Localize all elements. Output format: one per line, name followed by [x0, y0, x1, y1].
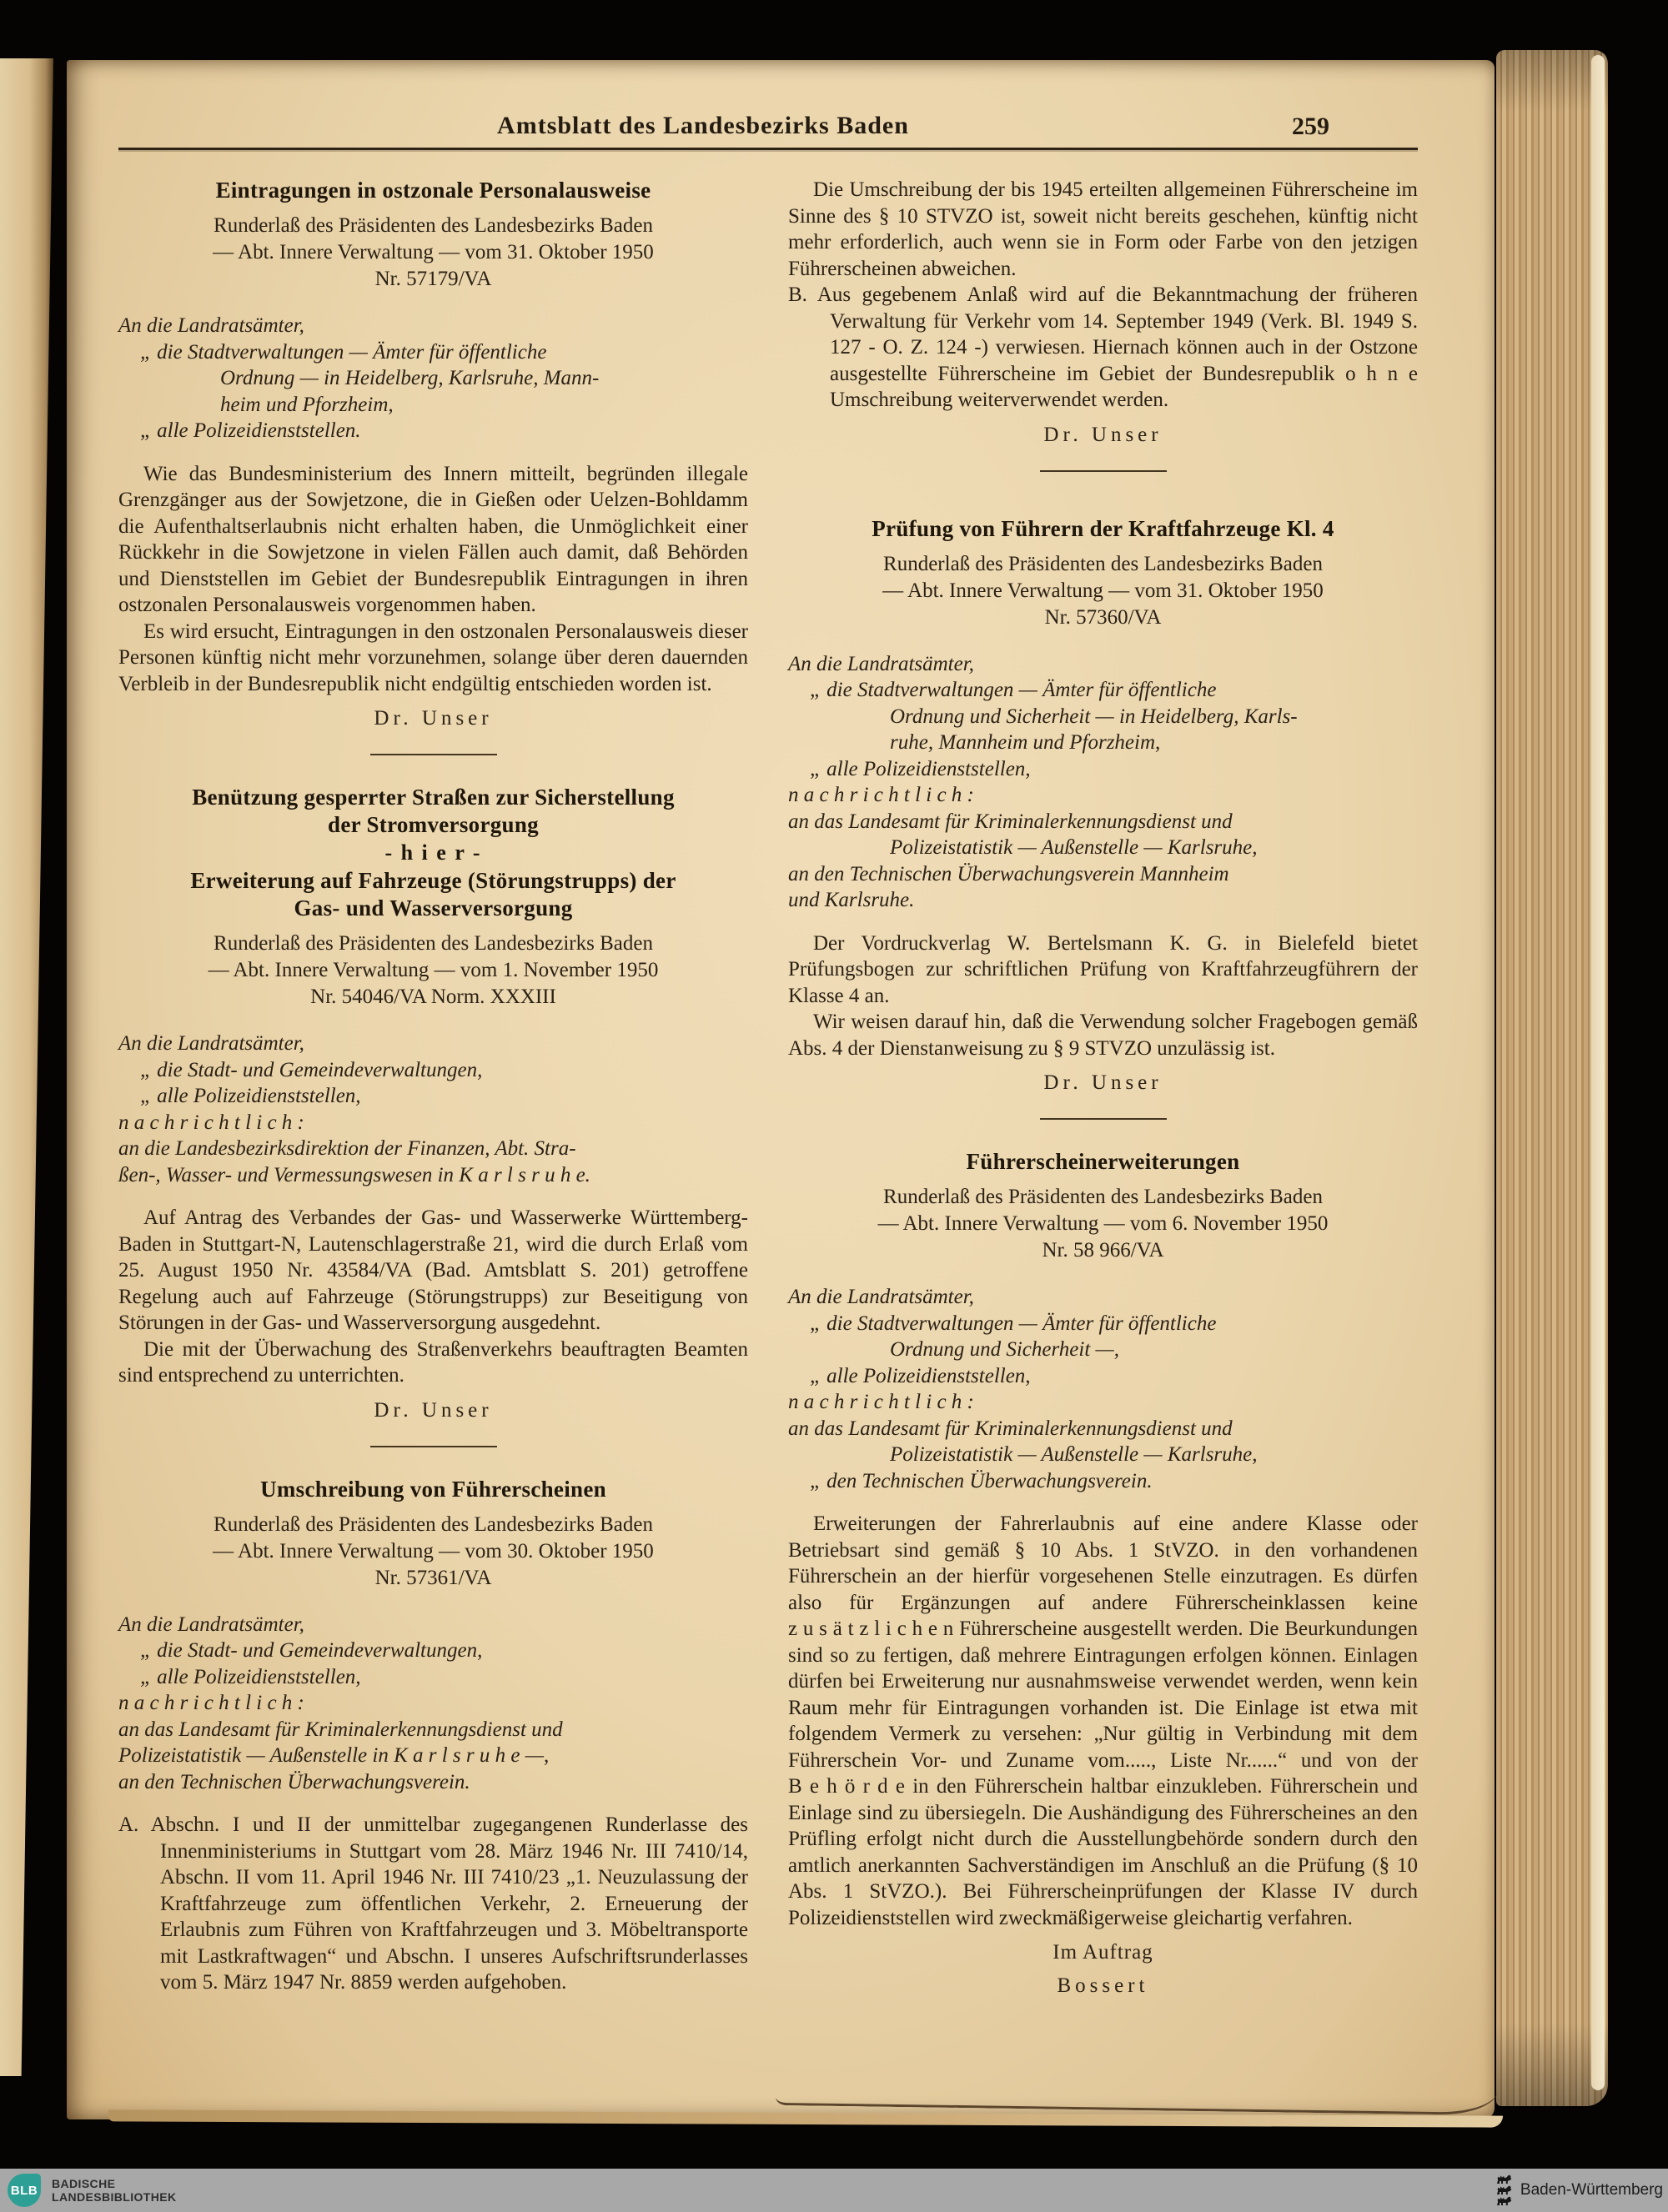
source-line: Nr. 57361/VA: [374, 1566, 492, 1589]
source-line: Runderlaß des Präsidenten des Landesbezirks Baden: [883, 1186, 1323, 1208]
source-line: Nr. 57179/VA: [374, 268, 492, 290]
address-line: n a c h r i c h t l i c h :: [788, 784, 974, 806]
journal-title: Amtsblatt des Landesbezirks Baden: [497, 112, 909, 139]
hier-subtitle: - h i e r -: [384, 840, 482, 865]
article-title: Führerscheinerweiterungen: [966, 1149, 1240, 1174]
paragraph-item-A: A. Abschn. I und II der unmittelbar zugegangenen Runderlasse des Innenministeriums in Stuttgart vom 28. März 1946 Nr. III 7410/14, Abschn. II vom 11. April 1946 Nr. III 7410/23 „1. Neuzulassung der Kraftfahrzeuge zum öffentlichen Verkehr, 2. Erneuerung der Erlaubnis zum Führen von Kraftfahrzeugen und 3. Möbeltransporte mit Lastkraftwagen“ und Abschn. I unseres Aufschriftsrunderlasses vom 5. März 1947 Nr. 8859 werden aufgehoben.: [118, 1813, 748, 1994]
address-line: an die Landesbezirksdirektion der Finanzen, Abt. Stra-: [118, 1137, 576, 1160]
paragraph: Erweiterungen der Fahrerlaubnis auf eine andere Klasse oder Betriebsart sind gemäß § 10 Abs. 1 StVZO. in den vorhandenen Führerschein an der hierfür vorgesehenen Stelle einzutragen. Es dürfen also für Ergänzungen auf andere Führerscheinklassen keine z u s ä t z l i c h e n Führerscheine ausgestellt werden. Die Beurkundungen sind so zu fertigen, daß mehrere Eintragungen erfolgen können. Einlagen dürfen bei Erweiterung nur ausnahmsweise verwendet werden, wenn kein Raum mehr für Eintragungen vorhanden ist. Die Einlage ist etwa mit folgendem Vermerk zu versehen: „Nur gültig in Verbindung mit dem Führerschein Vor- und Zuname vom....., Liste Nr......“ und von der B e h ö r d e in den Führerschein haltbar einzukleben. Führerschein und Einlage sind zu übersiegeln. Die Aushändigung des Führerscheines an den Prüfling erfolgt nicht durch die Ausstellungbehörde sondern durch den amtlich anerkannten Sachverständigen im Anschluß an die Prüfung (§ 10 Abs. 1 StVZO.). Bei Führerscheinprüfungen der Klasse IV durch Polizeidienststellen wird zweckmäßigerweise gleichartig verfahren.: [788, 1512, 1418, 1929]
library-footer-bar: [0, 2169, 1668, 2212]
section-divider: [1040, 470, 1167, 472]
decree-source: [118, 1512, 748, 1592]
paragraph: Die mit der Überwachung des Straßenverkehrs beauftragten Beamten sind entsprechend zu unterrichten.: [118, 1337, 748, 1387]
address-line: n a c h r i c h t l i c h :: [788, 1391, 974, 1413]
signature: Dr. Unser: [374, 707, 493, 730]
article-benuetzung-gesperrter-strassen: [118, 784, 748, 1422]
decree-source: [118, 213, 748, 293]
address-list: [788, 1284, 1418, 1494]
article-title: Gas- und Wasserversorgung: [294, 895, 573, 920]
address-line: an den Technischen Überwachungsverein Mannheim: [788, 862, 1229, 885]
address-line: an das Landesamt für Kriminalerkennungsdienst und: [118, 1718, 563, 1741]
left-column: [118, 177, 748, 1998]
text-columns: [118, 177, 1418, 1998]
article-continuation: [788, 177, 1418, 447]
source-line: — Abt. Innere Verwaltung — vom 31. Oktober 1950: [213, 241, 654, 263]
address-line: Ordnung und Sicherheit — in Heidelberg, Karls-: [890, 705, 1298, 728]
article-title: Eintragungen in ostzonale Personalausweise: [215, 178, 651, 203]
address-line: n a c h r i c h t l i c h :: [118, 1111, 304, 1134]
address-line: ßen-, Wasser- und Vermessungswesen in K a r l s r u h e.: [118, 1163, 590, 1186]
outer-page-edge: [1591, 55, 1605, 2090]
baden-wuerttemberg-label: Baden-Württemberg: [1520, 2181, 1663, 2199]
page-stack-edge: [1496, 50, 1608, 2106]
source-line: Runderlaß des Präsidenten des Landesbezirks Baden: [883, 552, 1323, 575]
source-line: — Abt. Innere Verwaltung — vom 6. November 1950: [877, 1212, 1329, 1235]
address-line: und Karlsruhe.: [788, 889, 915, 911]
baden-wuerttemberg-branding: [1496, 2174, 1665, 2206]
header-rule: [118, 148, 1418, 150]
signature: Dr. Unser: [1043, 1071, 1163, 1094]
address-list: [118, 1031, 748, 1188]
section-divider: [370, 754, 497, 755]
signature-role: Im Auftrag: [1053, 1941, 1153, 1964]
page-header: [118, 112, 1418, 150]
address-list: [118, 1612, 748, 1796]
page-number: 259: [1292, 113, 1329, 140]
address-line: „ die Stadtverwaltungen — Ämter für öffentliche: [140, 340, 547, 364]
paragraph: Die Umschreibung der bis 1945 erteilten allgemeinen Führerscheine im Sinne des § 10 STVZO ist, soweit nicht bereits geschehen, künftig nicht mehr erforderlich, auch wenn sie in Form oder Farbe von den jetzigen Führerscheinen abweichen.: [788, 178, 1418, 280]
address-list: [788, 651, 1418, 914]
source-line: Nr. 54046/VA Norm. XXXIII: [310, 986, 556, 1008]
address-line: „ die Stadtverwaltungen — Ämter für öffentliche: [810, 1312, 1217, 1335]
address-line: „ die Stadt- und Gemeindeverwaltungen,: [140, 1639, 483, 1662]
address-line: An die Landratsämter,: [118, 1032, 304, 1055]
adjacent-page-edge: [0, 58, 53, 2076]
paragraph: Wir weisen darauf hin, daß die Verwendung solcher Fragebogen gemäß Abs. 4 der Dienstanweisung zu § 9 STVZO unzulässig ist.: [788, 1011, 1418, 1060]
address-line: An die Landratsämter,: [788, 652, 974, 675]
signature: Dr. Unser: [374, 1398, 493, 1422]
signature: Dr. Unser: [1043, 423, 1163, 446]
address-line: Polizeistatistik — Außenstelle — Karlsruhe,: [890, 1443, 1258, 1466]
signature: Bossert: [1057, 1974, 1149, 1997]
scanned-page: [67, 60, 1495, 2119]
paragraph: Auf Antrag des Verbandes der Gas- und Wasserwerke Württemberg-Baden in Stuttgart-N, Lautenschlagerstraße 21, wird die durch Erlaß vom 25. August 1950 Nr. 43584/VA (Bad. Amtsblatt S. 201) getroffene Regelung auch auf Fahrzeuge (Störungstrupps) zur Beseitigung von Störungen in der Gas- und Wasserversorgung ausgedehnt.: [118, 1206, 748, 1334]
address-line: An die Landratsämter,: [118, 314, 304, 337]
article-eintragungen: [118, 177, 748, 730]
address-line: Polizeistatistik — Außenstelle — Karlsruhe,: [890, 836, 1258, 859]
source-line: Runderlaß des Präsidenten des Landesbezirks Baden: [214, 1512, 653, 1536]
decree-source: [118, 930, 748, 1011]
address-line: „ alle Polizeidienststellen,: [140, 1665, 361, 1688]
article-umschreibung-fuehrerscheine: [118, 1476, 748, 1996]
blb-logo-text: BLB: [10, 2183, 38, 2198]
article-fuehrerscheinerweiterungen: [788, 1148, 1418, 1998]
address-line: Ordnung — in Heidelberg, Karlsruhe, Mann-: [220, 367, 600, 389]
blb-name-line1: BADISCHE: [52, 2176, 116, 2190]
address-line: „ alle Polizeidienststellen,: [810, 757, 1031, 780]
paragraph: Wie das Bundesministerium des Innern mitteilt, begründen illegale Grenzgänger aus der Sowjetzone, die in Gießen oder Uelzen-Bohldamm die Aufenthaltserlaubnis nicht erhalten haben, die Unmöglichkeit einer Rückkehr in die Sowjetzone in vielen Fällen auch damit, daß Behörden und Dienststellen im Gebiet der Bundesrepublik Eintragungen in ihren ostzonalen Personalausweis vorgenommen haben.: [118, 462, 748, 616]
address-line: an das Landesamt für Kriminalerkennungsdienst und: [788, 810, 1233, 833]
blb-logo-icon: [8, 2174, 41, 2207]
article-pruefung-kraftfahrzeuge-kl4: [788, 515, 1418, 1096]
section-divider: [1040, 1118, 1167, 1120]
source-line: — Abt. Innere Verwaltung — vom 30. Oktober 1950: [213, 1539, 654, 1562]
address-line: An die Landratsämter,: [118, 1613, 304, 1636]
article-title: der Stromversorgung: [328, 812, 539, 837]
address-line: „ alle Polizeidienststellen.: [140, 419, 361, 442]
decree-source: [788, 551, 1418, 631]
paragraph-item-B: B. Aus gegebenem Anlaß wird auf die Bekanntmachung der früheren Verwaltung für Verkehr vom 14. September 1949 (Verk. Bl. 1949 S. 127 - O. Z. 124 -) verwiesen. Hiernach können auch in der Ostzone ausgestellte Führerscheine im Gebiet der Bundesrepublik o h n e Umschreibung weiterverwendet werden.: [788, 283, 1418, 411]
source-line: Runderlaß des Präsidenten des Landesbezirks Baden: [214, 932, 653, 955]
address-list: [118, 313, 748, 444]
paragraph: Der Vordruckverlag W. Bertelsmann K. G. in Bielefeld bietet Prüfungsbogen zur schriftlichen Prüfung von Kraftfahrzeugführern der Klasse 4 an.: [788, 931, 1418, 1007]
address-line: „ den Technischen Überwachungsverein.: [810, 1469, 1153, 1492]
address-line: „ alle Polizeidienststellen,: [810, 1364, 1031, 1387]
address-line: „ die Stadt- und Gemeindeverwaltungen,: [140, 1058, 483, 1081]
address-line: an das Landesamt für Kriminalerkennungsdienst und: [788, 1417, 1233, 1440]
right-column: [788, 177, 1418, 1998]
article-title: Umschreibung von Führerscheinen: [260, 1476, 606, 1502]
paragraph: Es wird ersucht, Eintragungen in den ostzonalen Personalausweis dieser Personen künftig nicht mehr vorzunehmen, solange über deren dauernden Verbleib in der Bundesrepublik nicht endgültig entschieden worden ist.: [118, 619, 748, 695]
article-title: Prüfung von Führern der Kraftfahrzeuge Kl. 4: [872, 515, 1334, 541]
address-line: „ alle Polizeidienststellen,: [140, 1085, 361, 1107]
address-line: an den Technischen Überwachungsverein.: [118, 1770, 470, 1793]
address-line: ruhe, Mannheim und Pforzheim,: [890, 731, 1161, 754]
section-divider: [370, 1446, 497, 1447]
baden-wuerttemberg-coat-of-arms-icon: [1496, 2174, 1512, 2206]
source-line: — Abt. Innere Verwaltung — vom 1. November 1950: [208, 959, 659, 981]
address-line: Polizeistatistik — Außenstelle in K a r l s r u h e —,: [118, 1744, 550, 1767]
blb-branding: [8, 2174, 177, 2207]
blb-name-line2: LANDESBIBLIOTHEK: [52, 2190, 177, 2204]
address-line: „ die Stadtverwaltungen — Ämter für öffentliche: [810, 679, 1217, 701]
address-line: n a c h r i c h t l i c h :: [118, 1692, 304, 1714]
source-line: — Abt. Innere Verwaltung — vom 31. Oktober 1950: [882, 579, 1324, 602]
address-line: An die Landratsämter,: [788, 1286, 974, 1308]
blb-library-name: [52, 2177, 177, 2204]
source-line: Nr. 57360/VA: [1044, 605, 1162, 629]
source-line: Nr. 58 966/VA: [1042, 1239, 1164, 1261]
article-title: Benützung gesperrter Straßen zur Sicherstellung: [192, 785, 675, 810]
address-line: Ordnung und Sicherheit —,: [890, 1338, 1119, 1361]
decree-source: [788, 1184, 1418, 1264]
article-title: Erweiterung auf Fahrzeuge (Störungstrupps) der: [190, 868, 676, 893]
address-line: heim und Pforzheim,: [220, 393, 394, 416]
source-line: Runderlaß des Präsidenten des Landesbezirks Baden: [214, 214, 653, 237]
